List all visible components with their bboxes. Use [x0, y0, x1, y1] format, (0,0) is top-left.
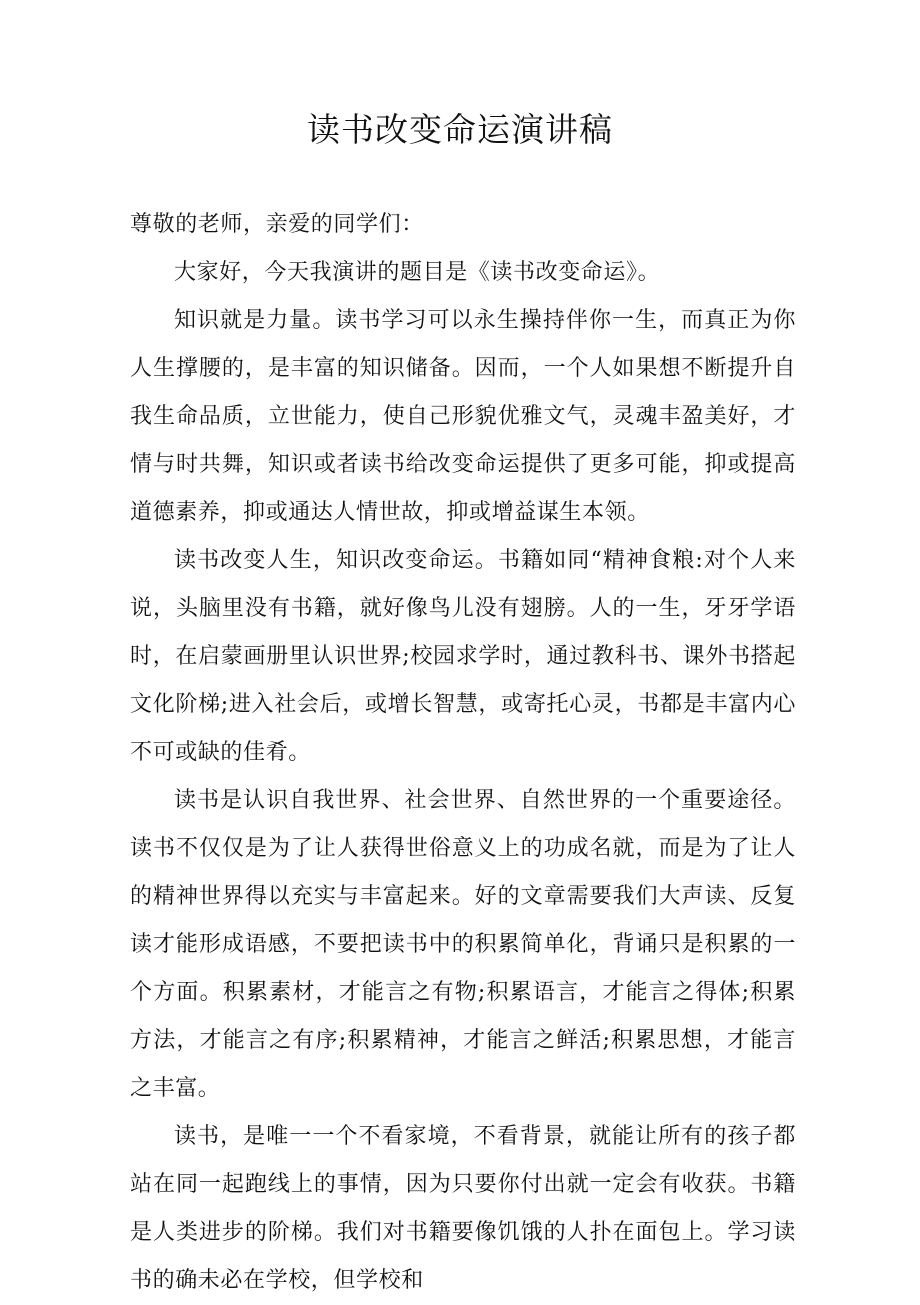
salutation: 尊敬的老师，亲爱的同学们： [130, 212, 424, 237]
page-title: 读书改变命运演讲稿 [307, 110, 613, 149]
paragraph-reading-understanding: 读书是认识自我世界、社会世界、自然世界的一个重要途径。读书不仅仅是为了让人获得世俗意义上的功成名就，而是为了让人的精神世界得以充实与丰富起来。好的文章需要我们大声读、反复读才能形成语感，不要把读书中的积累简单化，背诵只是积累的一个方面。积累素材，才能言之有物;积累语言，才能言之得体;积累方法，才能言之有序;积累精神，才能言之鲜活;积累思想，才能言之丰富。 [130, 788, 796, 1101]
document-body [130, 201, 796, 1305]
paragraph-reading-changes-life: 读书改变人生，知识改变命运。书籍如同“精神食粮:对个人来说，头脑里没有书籍，就好像鸟儿没有翅膀。人的一生，牙牙学语时，在启蒙画册里认识世界;校园求学时，通过教科书、课外书搭起文化阶梯;进入社会后，或增长智慧，或寄托心灵，书都是丰富内心不可或缺的佳肴。 [130, 548, 796, 765]
paragraph-greeting: 大家好，今天我演讲的题目是《读书改变命运》。 [174, 260, 661, 285]
paragraph-knowledge-is-power: 知识就是力量。读书学习可以永生操持伴你一生，而真正为你人生撑腰的，是丰富的知识储备。因而，一个人如果想不断提升自我生命品质，立世能力，使自己形貌优雅文气，灵魂丰盈美好，才情与时共舞，知识或者读书给改变命运提供了更多可能，抑或提高道德素养，抑或通达人情世故，抑或增益谋生本领。 [130, 308, 796, 525]
paragraph-reading-equality: 读书，是唯一一个不看家境，不看背景，就能让所有的孩子都站在同一起跑线上的事情，因为只要你付出就一定会有收获。书籍是人类进步的阶梯。我们对书籍要像饥饿的人扑在面包上。学习读书的确未必在学校，但学校和 [130, 1124, 796, 1293]
